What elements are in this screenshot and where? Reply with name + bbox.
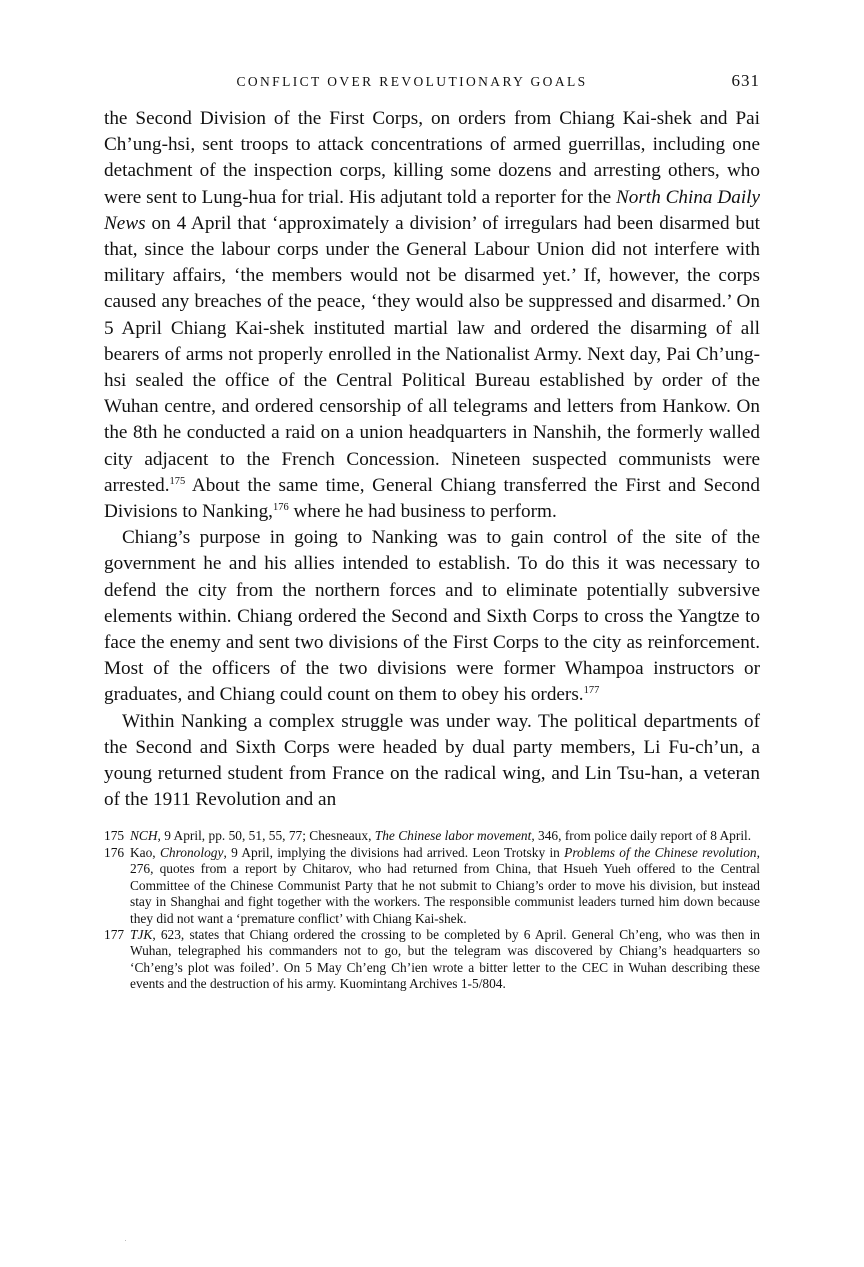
body-text: [104, 106, 760, 813]
paragraph-text: About the same time, General Chiang transferred the First and Second Divisions to Nanking,: [104, 474, 760, 523]
footnote-reference: 175: [169, 475, 186, 487]
footnote-segment: , 623, states that Chiang ordered the crossing to be completed by 6 April. General Ch’eng, who was then in Wuhan, telegraphed his commanders not to go, but the telegram was discovered by Chiang’s headquarters so ‘Ch’eng’s plot was foiled’. On 5 May Ch’eng Ch’ien wrote a bitter letter to the CEC in Wuhan describing these events and the destruction of his army. Kuomintang Archives 1-5/804.: [130, 926, 760, 992]
newspaper-title: North China Daily News: [104, 186, 760, 234]
paragraph-text: where he had business to perform.: [288, 501, 557, 523]
footnote-segment: , 9 April, implying the divisions had arrived. Leon Trotsky in: [223, 844, 565, 860]
footnotes: [104, 828, 760, 992]
footnote-italic: The Chinese labor movement: [374, 828, 532, 844]
footnote-reference: 177: [583, 685, 600, 697]
footnote-italic: Problems of the Chinese revolution: [564, 844, 757, 860]
paragraph-text: on 4 April that ‘approximately a division’ of irregulars had been disarmed but that, since the labour corps under the General Labour Union did not interfere with military affairs, ‘the members would not be disarmed yet.’ If, however, the corps caused any breaches of the peace, ‘they would also be suppressed and disarmed.’ On 5 April Chiang Kai-shek instituted martial law and ordered the disarming of all bearers of arms not properly enrolled in the Nationalist Army. Next day, Pai Ch’ung-hsi sealed the office of the Central Political Bureau established by order of the Wuhan centre, and ordered censorship of all telegrams and letters from Hankow. On the 8th he conducted a raid on a union headquarters in Nanshih, the formerly walled city adjacent to the French Concession. Nineteen suspected communists were arrested.: [104, 212, 760, 496]
paragraph: [104, 709, 760, 814]
page-number: 631: [731, 71, 760, 90]
footnote-italic: NCH: [130, 828, 158, 844]
footnote-italic: Chronology: [159, 844, 224, 860]
running-title: CONFLICT OVER REVOLUTIONARY GOALS: [236, 74, 588, 89]
scan-speck: [125, 1240, 126, 1241]
footnote-number: 175: [104, 828, 125, 844]
footnote-text: [130, 828, 760, 844]
running-header: [104, 66, 760, 106]
footnote: [104, 828, 760, 844]
footnote-segment: , 276, quotes from a report by Chitarov, who had returned from China, that Hsueh Yueh offered to the Central Committee of the Chinese Communist Party that he not submit to Chiang’s order to move his division, but instead stay in Shanghai and fight together with the workers. The responsible communist leaders turned him down because they did not want a ‘premature conflict’ with Chiang Kai-shek.: [130, 844, 760, 926]
footnote-number: 177: [104, 926, 125, 942]
paragraph-text: Within Nanking a complex struggle was under way. The political departments of the Second and Sixth Corps were headed by dual party members, Li Fu-ch’un, a young returned student from France on the radical wing, and Lin Tsu-han, a veteran of the 1911 Revolution and an: [104, 710, 760, 811]
paragraph-text: Chiang’s purpose in going to Nanking was to gain control of the site of the government he and his allies intended to establish. To do this it was necessary to defend the city from the northern forces and to eliminate potentially subversive elements within. Chiang ordered the Second and Sixth Corps to cross the Yangtze to face the enemy and sent two divisions of the First Corps to the city as reinforcement. Most of the officers of the two divisions were former Whampoa instructors or graduates, and Chiang could count on them to obey his orders.: [104, 527, 760, 706]
footnote-text: [130, 927, 760, 993]
footnote-italic: TJK: [130, 926, 153, 942]
book-page: [104, 66, 760, 993]
footnote-text: [130, 845, 760, 927]
paragraph: [104, 525, 760, 708]
paragraph-text: the Second Division of the First Corps, on orders from Chiang Kai-shek and Pai Ch’ung-hsi, sent troops to attack concentrations of armed guerrillas, including one detachment of the inspection corps, killing some dozens and arresting others, who were sent to Lung-hua for trial. His adjutant told a reporter for the: [104, 108, 760, 208]
footnote: [104, 927, 760, 993]
footnote-segment: , 346, from police daily report of 8 April.: [531, 828, 752, 844]
footnote-segment: , 9 April, pp. 50, 51, 55, 77; Chesneaux,: [157, 828, 375, 844]
footnote-reference: 176: [272, 502, 289, 514]
footnote-segment: Kao,: [130, 844, 160, 860]
footnote: [104, 845, 760, 927]
footnote-number: 176: [104, 844, 125, 860]
paragraph: [104, 106, 760, 525]
